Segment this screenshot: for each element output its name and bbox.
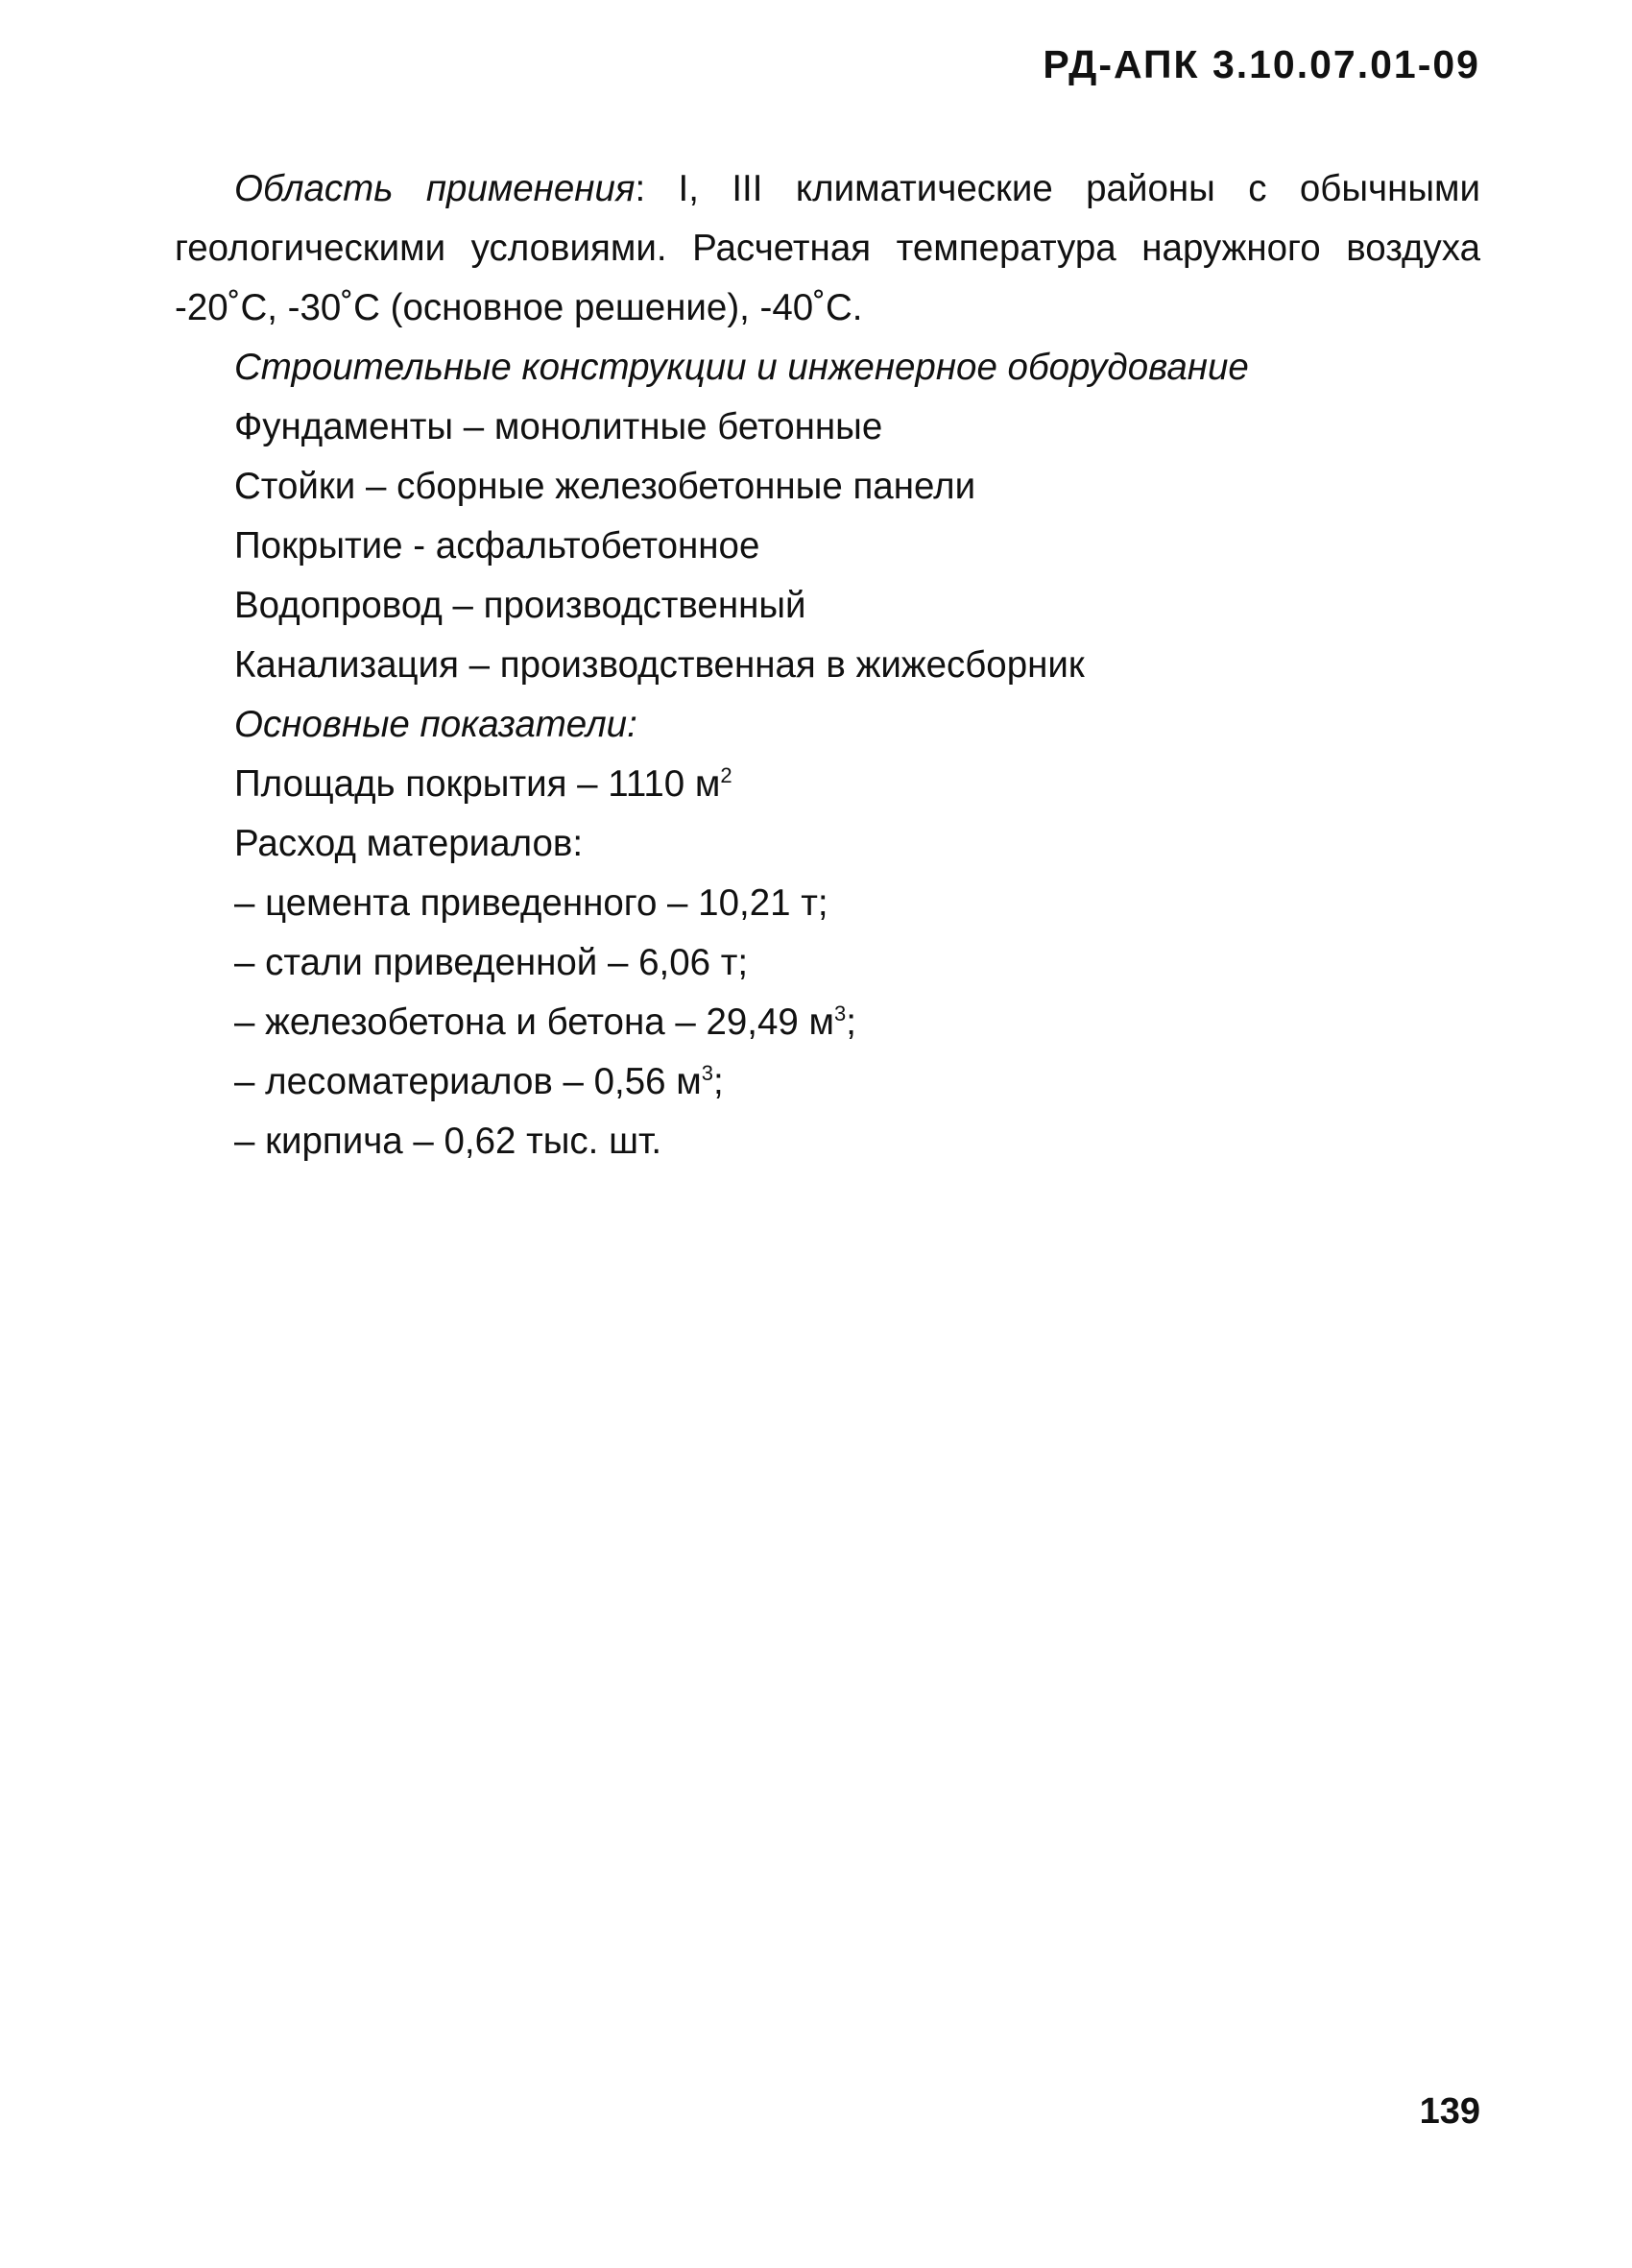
application-area-label: Область применения: [234, 168, 636, 209]
page-number: 139: [1419, 2091, 1480, 2132]
structures-item-covering: Покрытие - асфальтобетонное: [234, 525, 760, 567]
material-concrete-tail: ;: [846, 1001, 856, 1043]
material-steel: – стали приведенной – 6,06 т;: [234, 942, 749, 983]
application-area-text: : I, III климатические районы с обычными геологическими условиями. Расчетная температура наружного воздуха -20˚С, -30˚С (основное решение), -40˚С.: [175, 168, 1480, 328]
structures-item-sewerage: Канализация – производственная в жижесборник: [234, 644, 1085, 686]
material-concrete-text: – железобетона и бетона – 29,49 м: [234, 1001, 834, 1043]
document-code-header: РД-АПК 3.10.07.01-09: [1043, 42, 1480, 86]
covering-area: [175, 755, 1480, 814]
material-timber-text: – лесоматериалов – 0,56 м: [234, 1061, 702, 1102]
material-concrete-superscript: 3: [833, 1001, 847, 1026]
covering-area-superscript: 2: [720, 763, 732, 788]
indicators-heading: Основные показатели:: [234, 704, 637, 745]
covering-area-text: Площадь покрытия – 1110 м: [234, 763, 721, 805]
material-cement: – цемента приведенного – 10,21 т;: [234, 882, 828, 924]
page-content: [175, 159, 1480, 1171]
material-concrete: [175, 993, 1480, 1052]
application-area-paragraph: [175, 159, 1480, 338]
structures-item-columns: Стойки – сборные железобетонные панели: [234, 466, 976, 507]
material-timber: [175, 1052, 1480, 1112]
structures-item-foundations: Фундаменты – монолитные бетонные: [234, 406, 883, 447]
material-timber-superscript: 3: [701, 1061, 713, 1086]
structures-heading: Строительные конструкции и инженерное оборудование: [234, 347, 1249, 388]
materials-heading: Расход материалов:: [234, 823, 584, 864]
structures-item-water-supply: Водопровод – производственный: [234, 585, 806, 626]
material-timber-tail: ;: [712, 1061, 724, 1102]
material-brick: – кирпича – 0,62 тыс. шт.: [234, 1121, 662, 1162]
